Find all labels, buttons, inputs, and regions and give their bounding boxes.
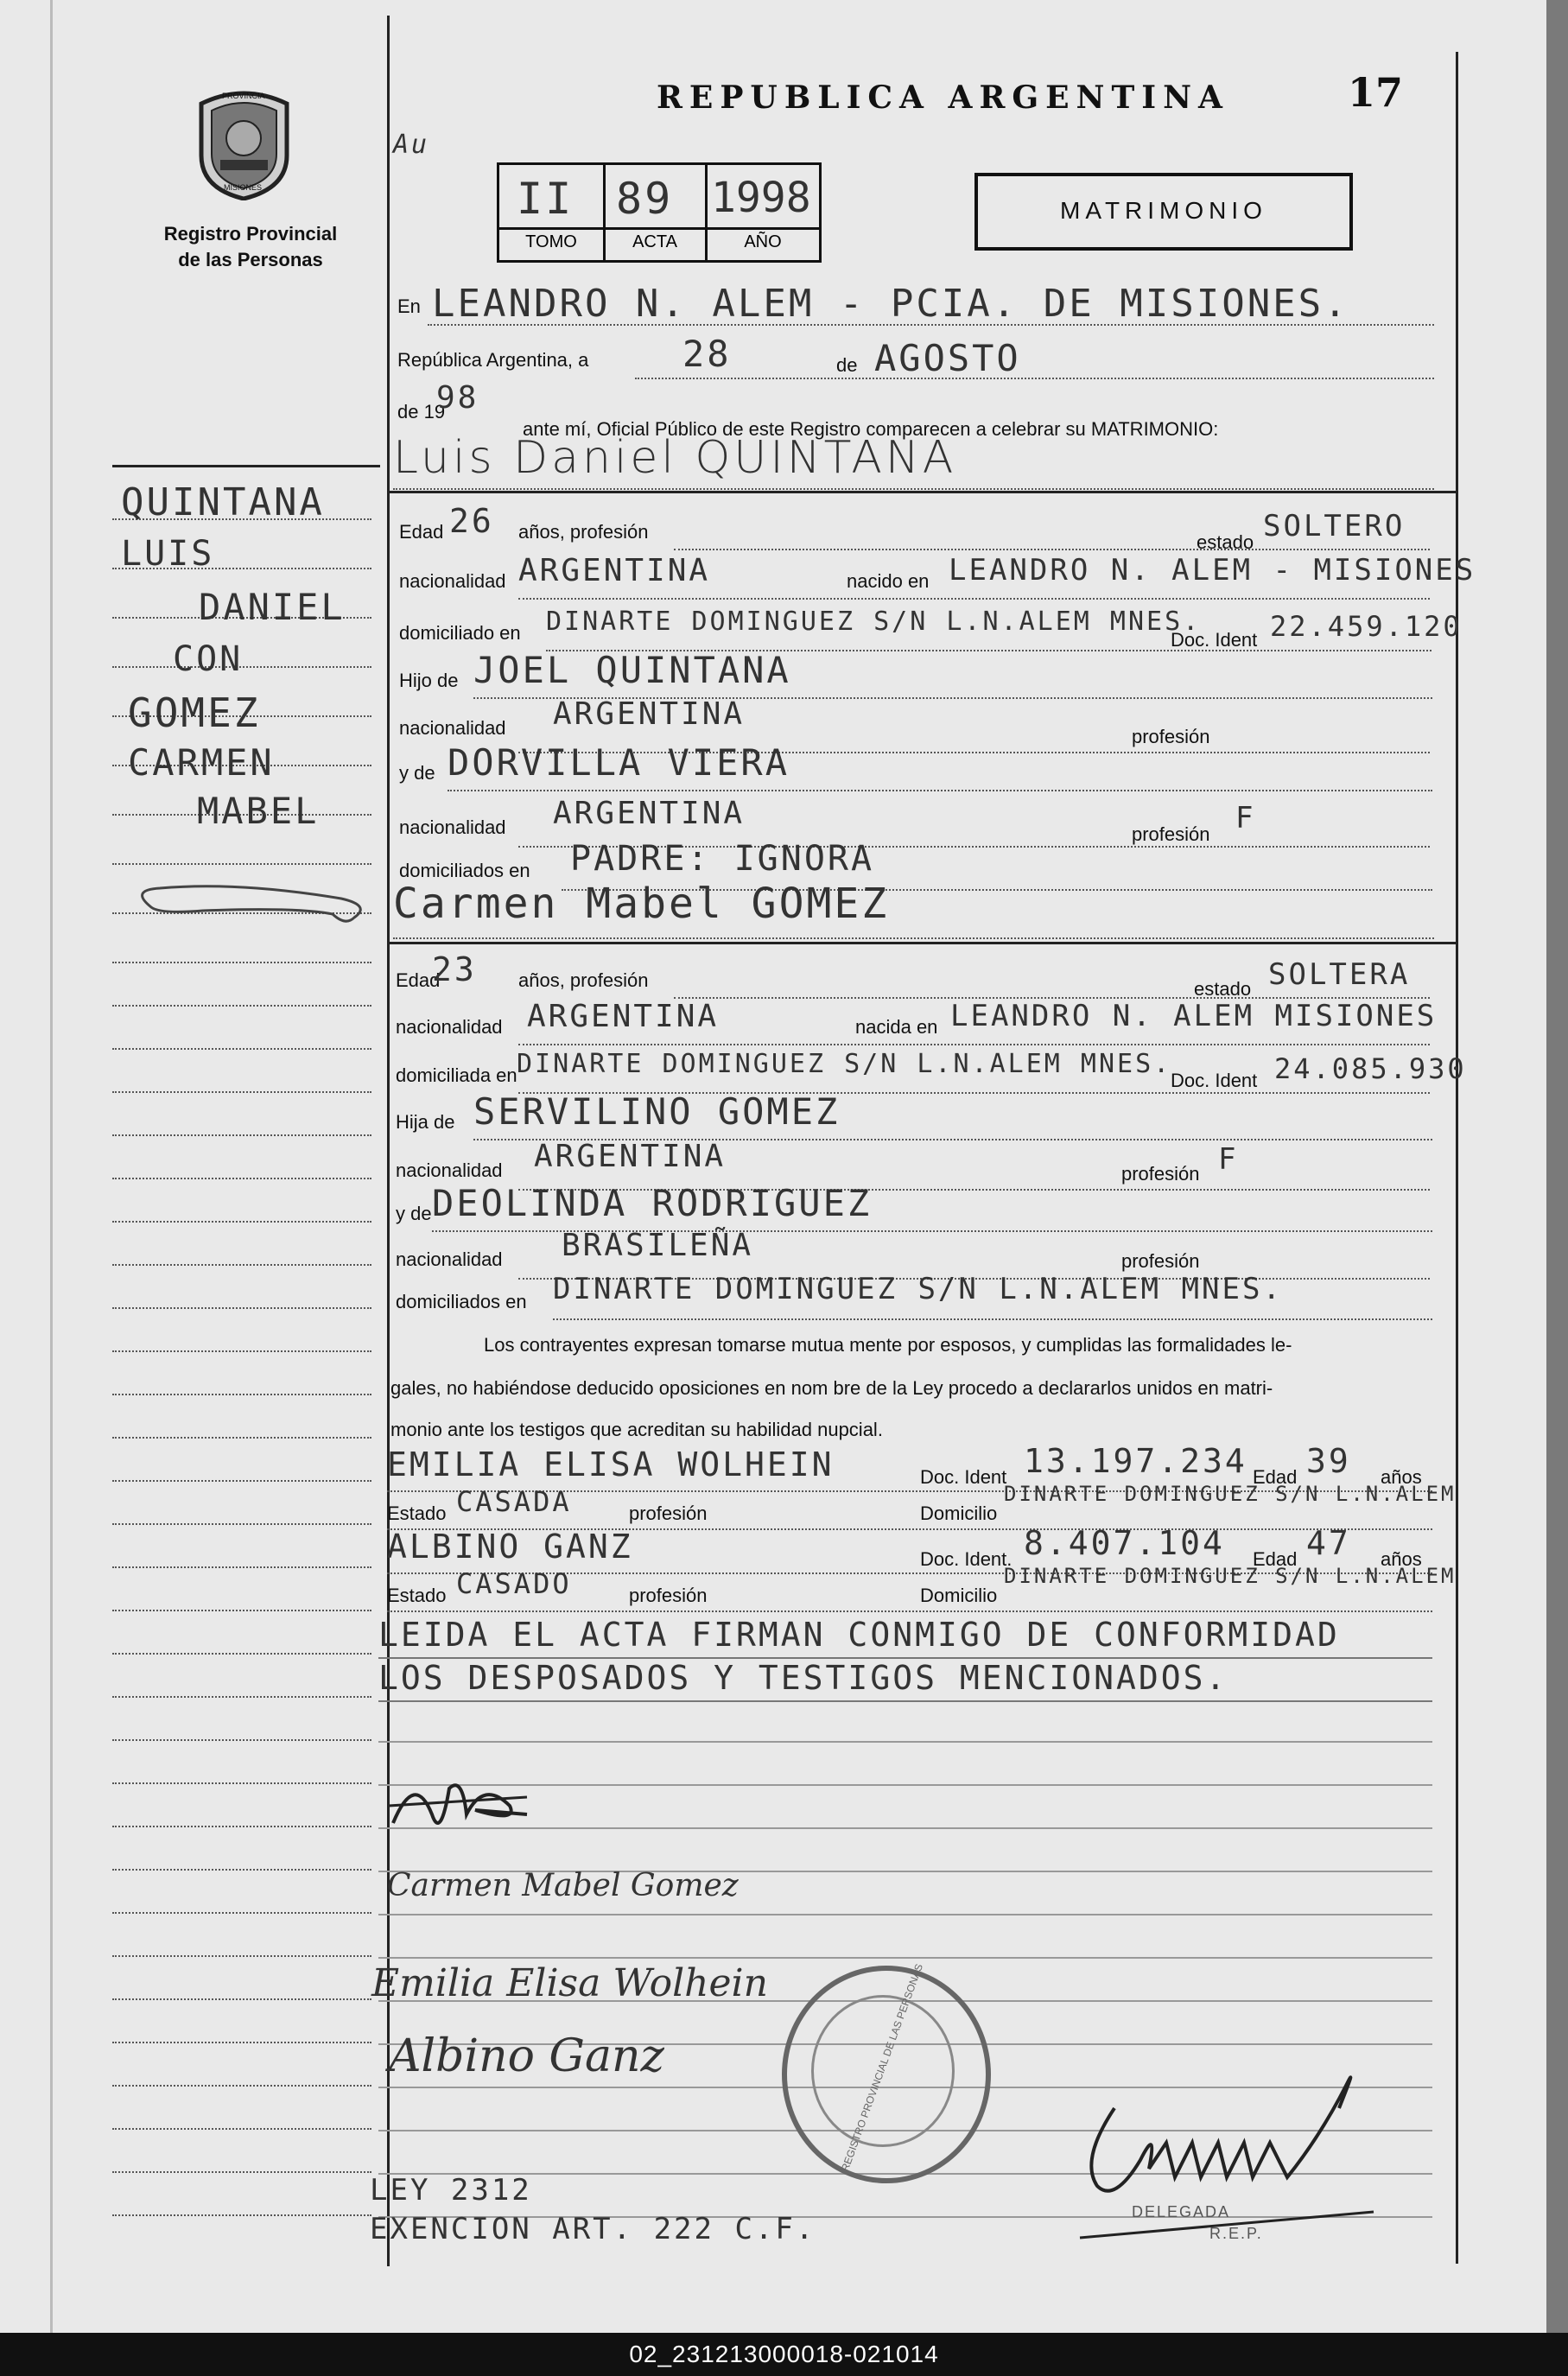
dotted-line: [674, 549, 1430, 550]
day-value: 28: [682, 333, 732, 375]
groom-domp-label: domiciliados en: [399, 860, 530, 881]
groom-address: DINARTE DOMINGUEZ S/N L.N.ALEM MNES.: [546, 607, 1202, 637]
bride-birthplace: LEANDRO N. ALEM MISIONES: [950, 999, 1438, 1033]
dotted-line: [448, 790, 1432, 791]
margin-rule: [112, 1869, 371, 1871]
bride-mother: DEOLINDA RODRIGUEZ: [432, 1182, 873, 1224]
stamp-text: REGISTRO PROVINCIAL DE LAS PERSONAS: [838, 1962, 926, 2173]
witness1-edad-label: Edad: [1253, 1466, 1298, 1488]
bride-age: 23: [432, 950, 477, 988]
groom-nacido-label: nacido en: [847, 570, 930, 592]
place-line: [428, 324, 1434, 326]
seal-bottom-text: MISIONES: [224, 183, 263, 192]
margin-rule: [112, 2214, 371, 2216]
margin-rule: [112, 2085, 371, 2087]
margin-rule: [112, 1394, 371, 1395]
groom-parents-address: PADRE: IGNORA: [570, 839, 875, 879]
doc-type: MATRIMONIO: [1060, 197, 1267, 224]
bride-domp-label: domiciliados en: [396, 1291, 527, 1312]
margin-rule: [112, 1221, 371, 1223]
official-signature: [1063, 2056, 1408, 2246]
closing-line-2: LOS DESPOSADOS Y TESTIGOS MENCIONADOS.: [378, 1659, 1228, 1697]
bride-father-nac: ARGENTINA: [534, 1139, 727, 1174]
groom-father: JOEL QUINTANA: [473, 649, 791, 691]
margin-rule: [112, 1134, 371, 1136]
groom-nac-label: nacionalidad: [399, 570, 506, 592]
margin-line-3: DANIEL: [199, 586, 346, 628]
bride-address: DINARTE DOMINGUEZ S/N L.N.ALEM MNES.: [517, 1049, 1172, 1079]
registry-line-2: de las Personas: [178, 249, 323, 270]
seal-top-text: PROVINCIA: [222, 92, 265, 100]
witness1-domicilio-label: Domicilio: [920, 1502, 998, 1524]
groom-dom-label: domiciliado en: [399, 622, 521, 644]
margin-line-2: LUIS: [121, 534, 215, 574]
witness2-domicilio-label: Domicilio: [920, 1585, 998, 1606]
groom-doc: 22.459.120: [1270, 610, 1463, 643]
witness1-estado-label: Estado: [387, 1502, 447, 1524]
bride-nac-label: nacionalidad: [396, 1016, 503, 1038]
bride-parents-address: DINARTE DOMINGUEZ S/N L.N.ALEM MNES.: [553, 1272, 1283, 1306]
month-value: AGOSTO: [874, 337, 1021, 379]
ano-value: 1998: [711, 174, 811, 222]
year-value: 98: [436, 380, 479, 416]
groom-mother: DORVILLA VIERA: [448, 741, 790, 784]
official-stamp-1: DELEGADA: [1132, 2203, 1231, 2220]
left-page-border: [50, 0, 53, 2333]
page-number: 17: [1348, 69, 1404, 116]
bride-mother-nac: BRASILEÑA: [562, 1228, 754, 1263]
margin-rule: [112, 863, 371, 865]
corner-mark: Au: [393, 130, 430, 160]
witness1-age: 39: [1306, 1442, 1351, 1480]
bride-fnac-label: nacionalidad: [396, 1159, 503, 1181]
official-stamp-2: R.E.P.: [1209, 2225, 1263, 2242]
groom-age: 26: [449, 502, 494, 540]
margin-line-5: GOMEZ: [128, 689, 261, 736]
closing-line-1: LEIDA EL ACTA FIRMAN CONMIGO DE CONFORMIDAD: [378, 1616, 1340, 1654]
margin-rule: [112, 1739, 371, 1741]
declaration-line-3: monio ante los testigos que acreditan su habilidad nupcial.: [390, 1419, 883, 1440]
bride-edad-label: Edad: [396, 969, 441, 991]
law-line-2: EXENCION ART. 222 C.F.: [370, 2212, 816, 2246]
provincial-seal: [194, 86, 294, 200]
margin-rule: [112, 1264, 371, 1266]
margin-line-1: QUINTANA: [121, 480, 325, 524]
footer-id: 02_231213000018-021014: [0, 2333, 1568, 2376]
margin-rule: [112, 1091, 371, 1093]
declaration-line-2: gales, no habiéndose deducido oposiciones en nom bre de la Ley procedo a declararlos unidos en matri-: [390, 1377, 1273, 1399]
country-title: REPUBLICA ARGENTINA: [657, 79, 1229, 116]
law-line-1: LEY 2312: [370, 2173, 532, 2208]
groom-name: Luis Daniel QUINTANA: [393, 432, 957, 484]
registry-line-1: Registro Provincial: [163, 223, 338, 245]
witness2-edad-label: Edad: [1253, 1548, 1298, 1570]
margin-rule: [112, 1480, 371, 1482]
ano-label: AÑO: [744, 232, 782, 251]
bride-name: Carmen Mabel GOMEZ: [393, 880, 890, 928]
dotted-line: [518, 1044, 1430, 1045]
bride-dom-label: domiciliada en: [396, 1064, 517, 1086]
margin-rule: [112, 1566, 371, 1568]
groom-birthplace: LEANDRO N. ALEM - MISIONES: [949, 553, 1476, 588]
bride-father-prof: F: [1218, 1142, 1239, 1177]
bride-estado-label: estado: [1194, 978, 1252, 1000]
margin-rule: [112, 1307, 371, 1309]
body-rule: [378, 1957, 1432, 1959]
groom-estado: SOLTERO: [1263, 509, 1406, 543]
groom-nac: ARGENTINA: [518, 553, 711, 588]
witness1-signature: Emilia Elisa Wolhein: [371, 1961, 768, 2005]
acta-value: 89: [616, 174, 674, 224]
margin-rule: [112, 1782, 371, 1784]
acta-label: ACTA: [632, 232, 677, 251]
bride-estado: SOLTERA: [1268, 957, 1411, 992]
bride-yde-label: y de: [396, 1203, 432, 1224]
witness2-doc: 8.407.104: [1024, 1524, 1225, 1562]
margin-divider: [387, 16, 390, 2266]
bride-section-rule: [387, 942, 1456, 944]
margin-rule: [112, 962, 371, 963]
groom-mprof-label: profesión: [1132, 823, 1210, 845]
bride-father: SERVILINO GOMEZ: [473, 1090, 841, 1133]
margin-rule: [112, 2042, 371, 2043]
registry-round-stamp: [782, 1962, 991, 2183]
witness2-name: ALBINO GANZ: [387, 1528, 633, 1566]
margin-rule: [112, 1005, 371, 1007]
dotted-line: [553, 1318, 1432, 1320]
witness2-estado-label: Estado: [387, 1585, 447, 1606]
witness2-profesion-label: profesión: [629, 1585, 708, 1606]
witness1-domicilio: DINARTE DOMINGUEZ S/N L.N.ALEM: [1004, 1482, 1457, 1506]
groom-hijo-label: Hijo de: [399, 670, 459, 691]
margin-rule: [112, 1912, 371, 1914]
dotted-line: [518, 598, 1430, 600]
groom-yde-label: y de: [399, 762, 435, 784]
margin-rule: [112, 1998, 371, 2000]
margin-line-6: CARMEN: [128, 741, 275, 784]
closing-rule-2: [378, 1700, 1432, 1702]
witness1-doc: 13.197.234: [1024, 1442, 1247, 1480]
bride-nacida-label: nacida en: [855, 1016, 938, 1038]
right-border: [1456, 52, 1458, 2264]
witness1-doc-label: Doc. Ident: [920, 1466, 1007, 1488]
margin-line-4: CON: [173, 639, 244, 679]
date-line: [635, 378, 1434, 379]
groom-anos-profesion: años, profesión: [518, 521, 649, 543]
groom-father-nac: ARGENTINA: [553, 696, 746, 732]
republica-label: República Argentina, a: [397, 349, 589, 371]
witness1-profesion-label: profesión: [629, 1502, 708, 1524]
margin-rule: [112, 1955, 371, 1957]
de19-label: de 19: [397, 401, 446, 422]
witness2-age: 47: [1306, 1524, 1351, 1562]
witness2-anos-label: años: [1381, 1548, 1422, 1570]
groom-signature: [380, 1763, 553, 1849]
witness1-name: EMILIA ELISA WOLHEIN: [387, 1445, 835, 1483]
tomo-value: II: [517, 174, 575, 224]
tomo-label: TOMO: [525, 232, 577, 251]
groom-doc-label: Doc. Ident: [1171, 629, 1258, 651]
doc-type-box: [974, 173, 1353, 251]
body-rule: [378, 1741, 1432, 1743]
margin-rule: [112, 1350, 371, 1352]
witness2-doc-label: Doc. Ident.: [920, 1548, 1013, 1570]
declaration-line-1: Los contrayentes expresan tomarse mutua mente por esposos, y cumplidas las formalidades le-: [484, 1334, 1292, 1356]
witness2-domicilio: DINARTE DOMINGUEZ S/N L.N.ALEM: [1004, 1564, 1457, 1588]
bride-hija-label: Hija de: [396, 1111, 455, 1133]
groom-section-rule: [387, 491, 1456, 493]
margin-top-rule: [112, 465, 380, 467]
groom-mnac-label: nacionalidad: [399, 816, 506, 838]
bride-anos-profesion: años, profesión: [518, 969, 649, 991]
bride-fprof-label: profesión: [1121, 1163, 1200, 1185]
witness2-estado: CASADO: [456, 1567, 572, 1600]
witness1-anos-label: años: [1381, 1466, 1422, 1488]
groom-estado-label: estado: [1197, 531, 1254, 553]
margin-flourish: [125, 873, 376, 933]
margin-rule: [112, 1826, 371, 1827]
de-label: de: [836, 354, 858, 376]
margin-rule: [112, 1696, 371, 1698]
dotted-line: [387, 1610, 1432, 1612]
bride-mnac-label: nacionalidad: [396, 1248, 503, 1270]
groom-fnac-label: nacionalidad: [399, 717, 506, 739]
body-rule: [378, 1914, 1432, 1915]
groom-mother-nac: ARGENTINA: [553, 796, 746, 831]
record-id-box: [497, 162, 822, 263]
margin-rule: [112, 2171, 371, 2173]
bride-mprof-label: profesión: [1121, 1250, 1200, 1272]
en-label: En: [397, 295, 421, 317]
witness2-signature: Albino Ganz: [389, 2030, 664, 2082]
margin-rule: [112, 1437, 371, 1439]
bride-doc: 24.085.930: [1274, 1052, 1467, 1085]
groom-edad-label: Edad: [399, 521, 444, 543]
page-edge: [1546, 0, 1568, 2333]
bride-nac: ARGENTINA: [527, 999, 720, 1034]
groom-mother-prof: F: [1235, 801, 1256, 835]
witness1-estado: CASADA: [456, 1485, 572, 1518]
groom-name-line: [393, 488, 1434, 490]
margin-rule: [112, 1523, 371, 1525]
bride-doc-label: Doc. Ident: [1171, 1070, 1258, 1091]
place-value: LEANDRO N. ALEM - PCIA. DE MISIONES.: [432, 282, 1349, 326]
margin-rule: [112, 1610, 371, 1611]
groom-fprof-label: profesión: [1132, 726, 1210, 747]
dotted-line: [393, 937, 1434, 939]
margin-rule: [112, 1178, 371, 1179]
margin-rule: [112, 2128, 371, 2130]
ante-text: ante mí, Oficial Público de este Registro comparecen a celebrar su MATRIMONIO:: [523, 418, 1219, 440]
bride-signature: Carmen Mabel Gomez: [387, 1868, 739, 1903]
margin-line-7: MABEL: [197, 790, 320, 832]
margin-rule: [112, 1653, 371, 1655]
margin-rule: [112, 1048, 371, 1050]
